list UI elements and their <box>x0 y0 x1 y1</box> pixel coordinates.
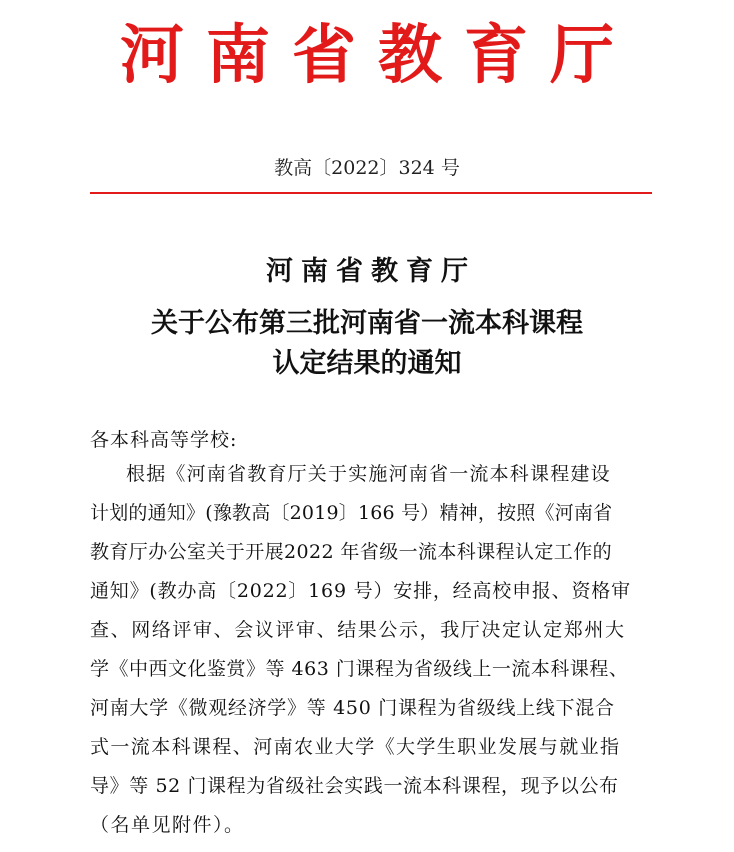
document-number: 教高〔2022〕324 号 <box>274 157 460 179</box>
body-line: 通知》(教办高〔2022〕169 号）安排，经高校申报、资格审 <box>90 580 631 602</box>
body-line: 河南大学《微观经济学》等 450 门课程为省级线上线下混合 <box>90 697 615 719</box>
body-line: 查、网络评审、会议评审、结果公示，我厅决定认定郑州大 <box>90 619 626 641</box>
body-line: 导》等 52 门课程为省级社会实践一流本科课程，现予以公布 <box>90 775 619 797</box>
red-divider <box>90 192 652 194</box>
body-line: 学《中西文化鉴赏》等 463 门课程为省级线上一流本科课程、 <box>90 658 629 680</box>
body-line: （名单见附件）。 <box>90 814 245 836</box>
body-line: 式一流本科课程、河南农业大学《大学生职业发展与就业指 <box>90 736 621 758</box>
body-line: 教育厅办公室关于开展2022 年省级一流本科课程认定工作的 <box>90 541 612 563</box>
agency-masthead: 河南省教育厅 <box>120 18 636 93</box>
title-line-3: 认定结果的通知 <box>272 348 462 379</box>
body-line: 根据《河南省教育厅关于实施河南省一流本科课程建设 <box>126 463 611 485</box>
title-line-1: 河南省教育厅 <box>266 256 476 287</box>
salutation: 各本科高等学校: <box>90 429 238 451</box>
body-line: 计划的通知》(豫教高〔2019〕166 号）精神，按照《河南省 <box>90 502 613 524</box>
title-line-2: 关于公布第三批河南省一流本科课程 <box>151 308 583 339</box>
